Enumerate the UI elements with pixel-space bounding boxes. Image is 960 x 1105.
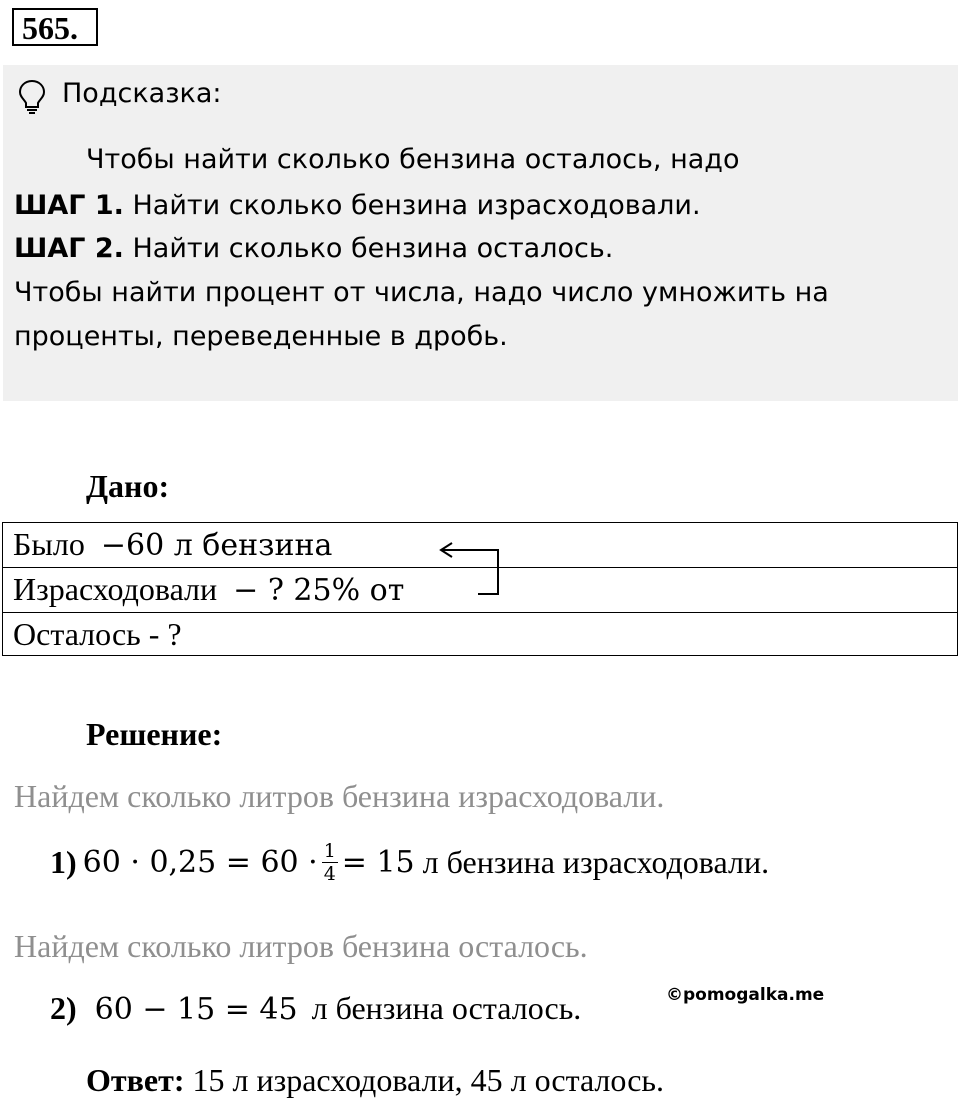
hint-step-2 xyxy=(14,233,613,264)
step-1-expression: 60 · 0,25 = 60 · xyxy=(82,845,318,880)
step-1-fraction xyxy=(322,840,338,885)
answer-text: 15 л израсходовали, 45 л осталось. xyxy=(184,1062,664,1098)
hint-intro: Чтобы найти сколько бензина осталось, надо xyxy=(86,144,740,175)
step-2-expression: 60 − 15 = 45 xyxy=(94,992,298,1027)
given-row-spent-label: Израсходовали xyxy=(13,571,218,607)
hint-rule-line-2: проценты, переведенные в дробь. xyxy=(14,321,508,352)
given-row-was-value: −60 л бензина xyxy=(100,528,333,563)
hint-step-1-text: Найти сколько бензина израсходовали. xyxy=(123,190,701,221)
given-row-was-label: Было xyxy=(13,526,85,562)
given-cell-left xyxy=(3,613,958,656)
hint-step-1 xyxy=(14,190,701,221)
hint-rule-line-1: Чтобы найти процент от числа, надо число умножить на xyxy=(14,277,829,308)
hint-title: Подсказка: xyxy=(62,78,222,109)
hint-step-2-text: Найти сколько бензина осталось. xyxy=(123,233,614,264)
solution-comment-2: Найдем сколько литров бензина осталось. xyxy=(14,928,588,964)
reference-arrow-icon xyxy=(436,538,506,600)
hint-step-2-label: ШАГ 2. xyxy=(14,233,124,264)
answer-label: Ответ: xyxy=(86,1062,185,1098)
solution-heading: Решение: xyxy=(86,716,223,752)
solution-comment-1: Найдем сколько литров бензина израсходовали. xyxy=(14,778,665,814)
step-1-result: = 15 xyxy=(341,845,415,880)
problem-number: 565. xyxy=(12,8,98,46)
step-2-number: 2) xyxy=(50,990,77,1026)
fraction-denominator: 4 xyxy=(323,863,336,885)
step-1-number: 1) xyxy=(50,844,77,880)
given-row-left xyxy=(3,613,958,656)
given-row-spent-value: − ? 25% от xyxy=(233,573,405,608)
fraction-numerator: 1 xyxy=(323,840,336,862)
hint-step-1-label: ШАГ 1. xyxy=(14,190,124,221)
step-1-tail: л бензина израсходовали. xyxy=(422,844,770,880)
answer-line xyxy=(86,1062,664,1099)
solution-step-1 xyxy=(50,840,769,885)
watermark: ©pomogalka.me xyxy=(666,985,825,1005)
given-row-left-label: Осталось - ? xyxy=(13,616,182,652)
lightbulb-icon xyxy=(16,78,48,114)
step-2-tail: л бензина осталось. xyxy=(311,990,582,1026)
solution-step-2 xyxy=(50,990,581,1027)
given-heading: Дано: xyxy=(86,468,170,504)
